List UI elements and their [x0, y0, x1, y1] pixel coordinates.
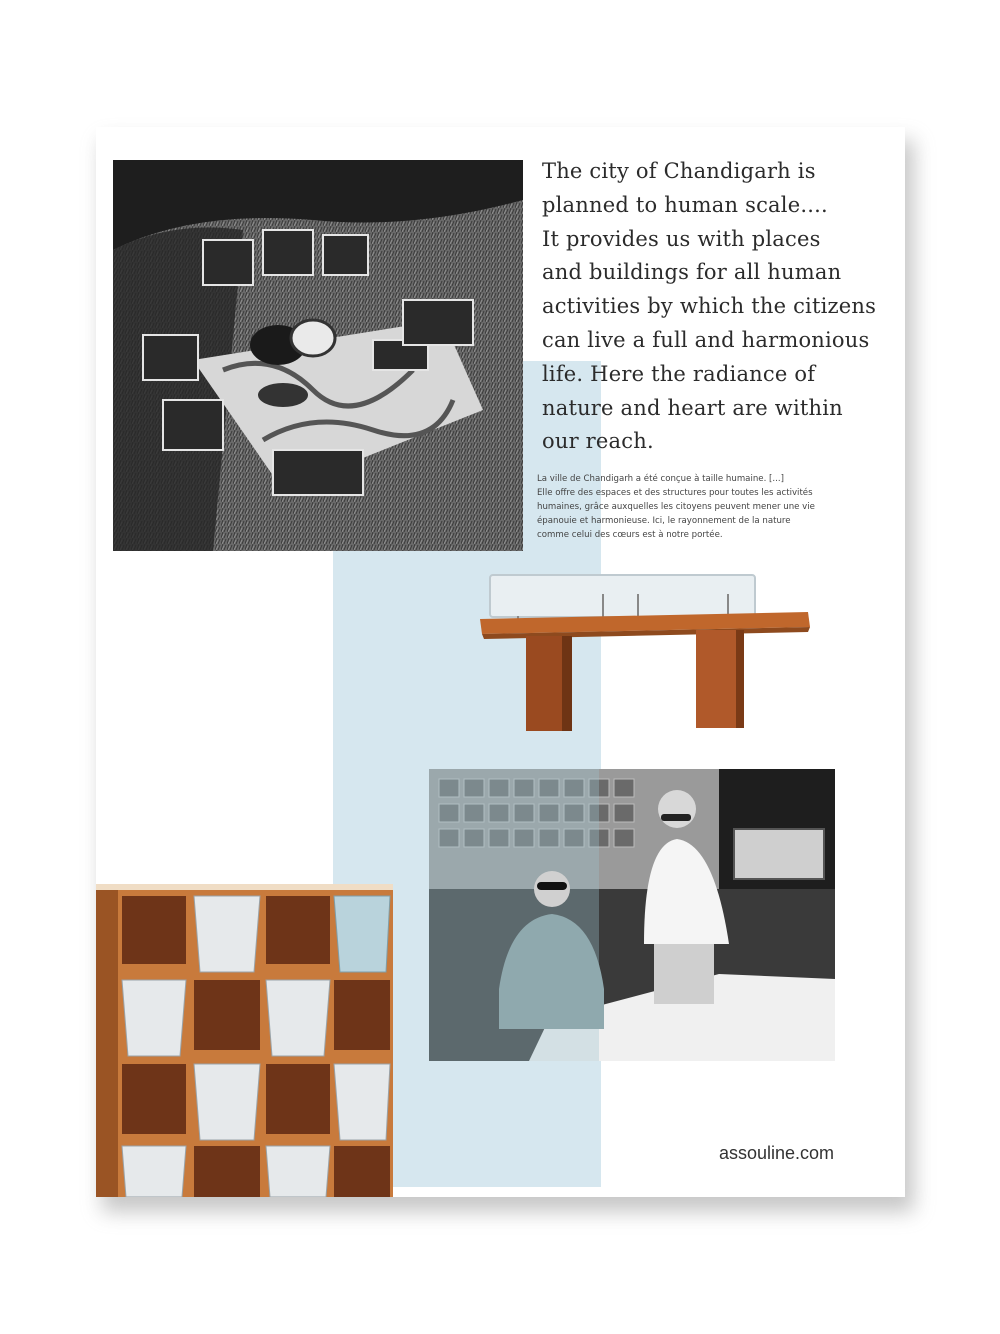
assouline-website[interactable]: assouline.com [718, 1143, 834, 1163]
architects-photo [429, 769, 835, 1061]
book-back-cover [96, 127, 905, 1197]
teak-desk-image [478, 572, 818, 742]
french-translation: La ville de Chandigarh a été conçue à taille humaine. [...] Elle offre des espaces et des structures pour toutes les activités humaines, grâce auxquelles les citoyens peuvent mener une vie épanouie et harmonieuse. Ici, le rayonnement de la nature comme celui des cœurs est à notre portée. [537, 474, 815, 540]
garden-chairs-photo [113, 160, 523, 551]
chandigarh-quote: The city of Chandigarh is planned to human scale.... It provides us with places and buildings for all human activities by which the citizens can live a full and harmonious life. Here the radiance of nature and heart are within our reach. [542, 159, 877, 454]
teak-bookcase-image [96, 884, 396, 1197]
